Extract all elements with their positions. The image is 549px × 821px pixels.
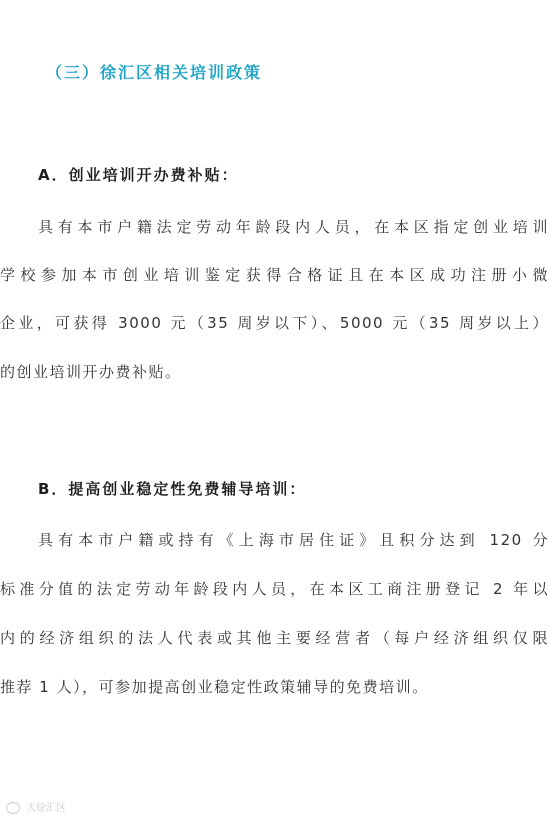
section-b-line-4: 推荐 1 人），可参加提高创业稳定性政策辅导的免费培训。 bbox=[0, 678, 429, 696]
watermark-text: 大徐汇区 bbox=[26, 803, 67, 814]
section-b-line-1: 具有本市户籍或持有《上海市居住证》且积分达到 120 分 bbox=[38, 531, 549, 549]
section-a-heading: A．创业培训开办费补贴： bbox=[38, 166, 239, 184]
section-a-line-2: 学校参加本市创业培训鉴定获得合格证且在本区成功注册小微 bbox=[0, 266, 549, 284]
section-a-line-3: 企业，可获得 3000 元（35 周岁以下）、5000 元（35 周岁以上） bbox=[0, 314, 549, 332]
section-b-line-3: 内的经济组织的法人代表或其他主要经营者（每户经济组织仅限 bbox=[0, 629, 549, 647]
section-b-heading: B．提高创业稳定性免费辅导培训： bbox=[38, 480, 307, 498]
section-title: （三）徐汇区相关培训政策 bbox=[46, 63, 263, 82]
section-b-line-2: 标准分值的法定劳动年龄段内人员，在本区工商注册登记 2 年以 bbox=[0, 580, 549, 598]
section-a-line-1: 具有本市户籍法定劳动年龄段内人员，在本区指定创业培训 bbox=[38, 218, 549, 236]
watermark bbox=[6, 799, 66, 814]
section-a-line-4: 的创业培训开办费补贴。 bbox=[0, 363, 182, 381]
watermark-logo-icon bbox=[6, 802, 20, 814]
